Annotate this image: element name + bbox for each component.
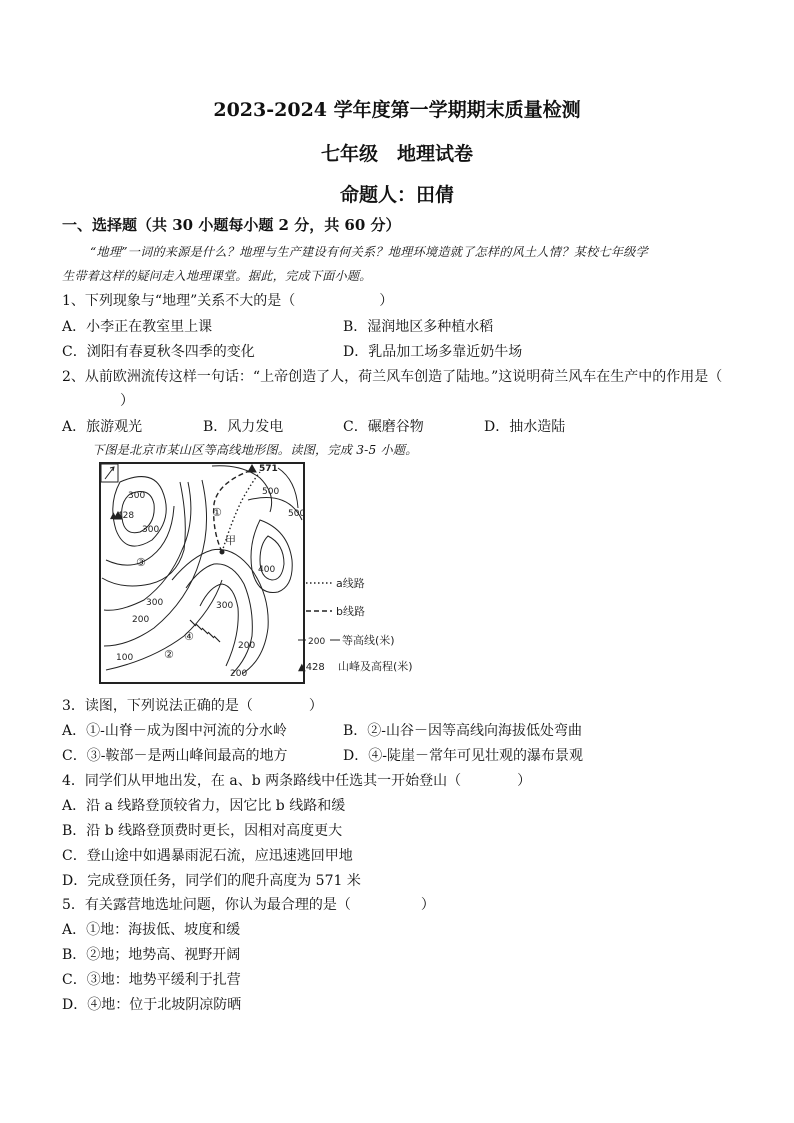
q3-option-b: B．②-山谷－因等高线向海拔低处弯曲 <box>343 723 583 739</box>
q2-option-c: C．碾磨谷物 <box>343 419 424 435</box>
label-peak-428: ▲428 <box>110 511 135 521</box>
q2-option-d: D．抽水造陆 <box>484 419 566 435</box>
contour-line <box>186 564 252 674</box>
legend-b-label: b线路 <box>336 605 365 618</box>
label-300: 300 <box>128 491 146 501</box>
contour-line <box>104 482 191 610</box>
legend-peak-symbol: ▲428 <box>298 662 325 673</box>
label-200: 200 <box>132 615 150 625</box>
q5-option-d: D．④地：位于北坡阴凉防晒 <box>62 997 242 1013</box>
q3-option-c: C．③-鞍部－是两山峰间最高的地方 <box>62 748 288 764</box>
label-400: 400 <box>258 565 276 575</box>
q5-stem: 5．有关露营地选址问题，你认为最合理的是（ ） <box>62 897 435 913</box>
exam-author: 命题人：田倩 <box>339 184 454 206</box>
q5-option-b: B．②地；地势高、视野开阔 <box>62 947 241 963</box>
q1-option-d: D．乳品加工场多靠近奶牛场 <box>343 344 523 360</box>
q1-option-c: C．浏阳有春夏秋冬四季的变化 <box>62 344 255 360</box>
label-100: 100 <box>116 653 134 663</box>
section-intro-line1: “地理”一词的来源是什么？地理与生产建设有何关系？地理环境造就了怎样的风土人情？某校七年级学 <box>90 245 648 259</box>
peak-triangle-icon <box>248 465 256 472</box>
label-300: 300 <box>216 601 234 611</box>
contour-map <box>92 460 432 688</box>
marker-3: ③ <box>136 556 146 569</box>
marker-2: ② <box>164 648 174 661</box>
map-intro: 下图是北京市某山区等高线地形图。读图，完成 3-5 小题。 <box>92 443 418 457</box>
contour-line <box>172 549 268 674</box>
q2-stem: 2、从前欧洲流传这样一句话：“上帝创造了人，荷兰风车创造了陆地。”这说明荷兰风车在生产中的作用是（ <box>62 369 723 385</box>
q3-option-a: A．①-山脊－成为图中河流的分水岭 <box>62 723 287 739</box>
q2-option-a: A．旅游观光 <box>62 419 143 435</box>
contour-line <box>251 520 292 593</box>
q1-stem: 1、下列现象与“地理”关系不大的是（ ） <box>62 293 394 309</box>
legend-contour-num: 200 <box>308 637 326 647</box>
legend-contour-label: 等高线(米) <box>342 634 395 647</box>
q4-option-a: A．沿 a 线路登顶较省力，因它比 b 线路和缓 <box>62 798 346 814</box>
label-500: 500 <box>262 487 280 497</box>
label-jia: 甲 <box>225 534 236 547</box>
start-point-jia <box>220 550 224 554</box>
marker-4: ④ <box>184 630 194 643</box>
label-300: 300 <box>142 525 160 535</box>
label-300: 300 <box>146 598 164 608</box>
exam-subtitle: 七年级 地理试卷 <box>320 143 473 165</box>
exam-title: 2023-2024 学年度第一学期期末质量检测 <box>213 99 581 121</box>
label-500: 500 <box>288 509 306 519</box>
contour-line <box>278 468 298 508</box>
q5-option-c: C．③地：地势平缓利于扎营 <box>62 972 241 988</box>
section-heading: 一、选择题（共 30 小题每小题 2 分，共 60 分） <box>62 216 401 234</box>
q3-option-d: D．④-陡崖－常年可见壮观的瀑布景观 <box>343 748 583 764</box>
label-200: 200 <box>238 641 256 651</box>
label-peak-571: 571 <box>259 464 278 474</box>
q4-option-b: B．沿 b 线路登顶费时更长，因相对高度更大 <box>62 823 343 839</box>
q4-stem: 4．同学们从甲地出发，在 a、b 两条路线中任选其一开始登山（ ） <box>62 773 532 789</box>
q4-option-c: C．登山途中如遇暴雨泥石流，应迅速逃回甲地 <box>62 848 353 864</box>
q1-option-a: A．小李正在教室里上课 <box>62 319 213 335</box>
q2-option-b: B．风力发电 <box>203 419 284 435</box>
cliff-symbol <box>190 620 220 642</box>
legend-peak-label: 山峰及高程(米) <box>338 660 413 673</box>
q1-option-b: B．湿润地区多种植水稻 <box>343 319 494 335</box>
label-200: 200 <box>230 669 248 679</box>
q2-stem-cont: ） <box>120 393 134 409</box>
marker-1: ① <box>212 506 222 519</box>
section-intro-line2: 生带着这样的疑问走入地理课堂。据此，完成下面小题。 <box>62 269 372 283</box>
contour-line <box>200 584 238 666</box>
q5-option-a: A．①地：海拔低、坡度和缓 <box>62 922 241 938</box>
q4-option-d: D．完成登顶任务，同学们的爬升高度为 571 米 <box>62 873 361 889</box>
legend-a-label: a线路 <box>336 577 365 590</box>
q3-stem: 3．读图，下列说法正确的是（ ） <box>62 698 323 714</box>
